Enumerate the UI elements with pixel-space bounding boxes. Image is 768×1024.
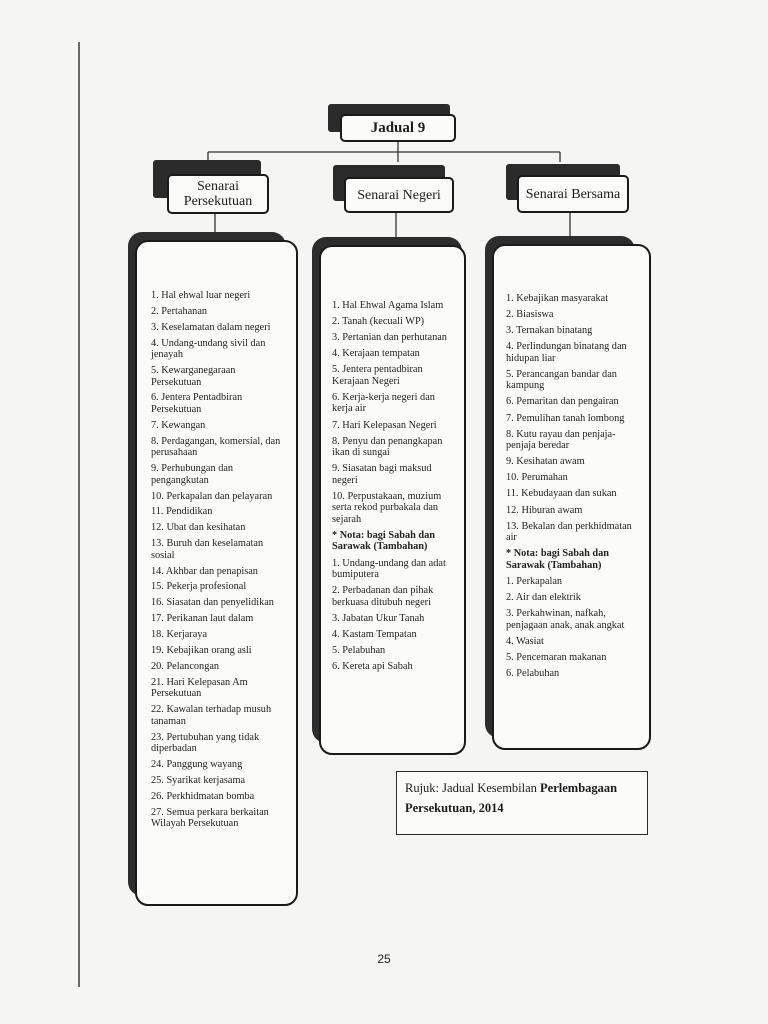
list-item: 9. Perhubungan dan pengangkutan (151, 463, 234, 486)
list-item: 12. Hiburan awam (506, 504, 583, 516)
heading-bersama-label: Senarai Bersama (525, 186, 621, 202)
list-item: 6. Kereta api Sabah (332, 661, 413, 672)
list-item: 10. Perpustakaan, muzium serta rekod purbakala dan sejarah (332, 490, 442, 525)
list-item: 1. Perkapalan (506, 575, 563, 587)
list-item: 3. Perkahwinan, nafkah, penjagaan anak, anak angkat (506, 608, 625, 631)
list-item: 16. Siasatan dan penyelidikan (151, 597, 274, 609)
list-item: 10. Perkapalan dan pelayaran (151, 490, 273, 502)
list-item: 13. Buruh dan keselamatan sosial (151, 538, 264, 561)
list-item: 27. Semua perkara berkaitan Wilayah Persekutuan (151, 806, 269, 830)
list-item: 9. Kesihatan awam (506, 456, 585, 468)
panel-bersama (492, 244, 651, 750)
reference-prefix: Rujuk: Jadual Kesembilan (405, 781, 541, 795)
heading-bersama (517, 175, 629, 213)
list-item: 3. Keselamatan dalam negeri (151, 321, 271, 333)
list-item: 1. Hal Ehwal Agama Islam (332, 300, 444, 311)
list-item: 8. Perdagangan, komersial, dan perusahaan (151, 435, 281, 459)
list-item: 5. Pelabuhan (332, 644, 386, 656)
list-item: 26. Perkhidmatan bomba (151, 790, 255, 802)
panel-negeri (319, 245, 466, 755)
list-item: 14. Akhbar dan penapisan (151, 565, 258, 577)
list-item: 5. Pencemaran makanan (506, 651, 607, 663)
list-item: 2. Air dan elektrik (506, 591, 581, 603)
list-item: 11. Pendidikan (151, 506, 213, 518)
list-item: 6. Jentera Pentadbiran Persekutuan (151, 392, 243, 415)
note-sabah-sarawak: * Nota: bagi Sabah dan Sarawak (Tambahan) (506, 548, 609, 571)
list-item: 9. Siasatan bagi maksud negeri (332, 463, 432, 486)
list-item: 18. Kerjaraya (151, 629, 208, 641)
list-item: 19. Kebajikan orang asli (151, 645, 252, 657)
list-item: 4. Kerajaan tempatan (332, 348, 420, 360)
list-item: 1. Hal ehwal luar negeri (151, 290, 251, 301)
list-item: 6. Pemaritan dan pengairan (506, 396, 619, 408)
list-item: 8. Penyu dan penangkapan ikan di sungai (332, 435, 443, 459)
list-item: 23. Pertubuhan yang tidak diperbadan (151, 731, 260, 755)
list-item: 13. Bekalan dan perkhidmatan air (506, 520, 632, 544)
list-item: 11. Kebudayaan dan sukan (506, 488, 617, 500)
list-item: 17. Perikanan laut dalam (151, 613, 254, 625)
list-item: 5. Kewarganegaraan Persekutuan (151, 365, 236, 388)
reference-box (396, 771, 648, 835)
list-item: 12. Ubat dan kesihatan (151, 522, 246, 534)
list-item: 4. Kastam Tempatan (332, 628, 417, 640)
root-box (340, 114, 456, 142)
heading-negeri (344, 177, 454, 213)
list-item: 21. Hari Kelepasan Am Persekutuan (151, 676, 248, 700)
list-item: 20. Pelancongan (151, 660, 220, 672)
list-item: 22. Kawalan terhadap musuh tanaman (151, 704, 272, 727)
list-item: 4. Undang-undang sivil dan jenayah (151, 337, 266, 361)
list-item: 3. Ternakan binatang (506, 325, 593, 337)
list-item: 2. Tanah (kecuali WP) (332, 316, 425, 328)
list-item: 5. Perancangan bandar dan kampung (506, 368, 617, 392)
list-item: 7. Kewangan (151, 419, 206, 431)
list-item: 4. Wasiat (506, 635, 544, 647)
list-item: 10. Perumahan (506, 472, 568, 484)
list-item: 24. Panggung wayang (151, 758, 243, 770)
heading-persekutuan (167, 174, 269, 214)
panel-persekutuan (135, 240, 298, 906)
list-item: 6. Pelabuhan (506, 667, 560, 679)
heading-persekutuan-label: Senarai Persekutuan (183, 179, 253, 209)
list-item: 4. Perlindungan binatang dan hidupan liar (506, 341, 627, 364)
root-label: Jadual 9 (370, 119, 426, 136)
list-item: 8. Kutu rayau dan penjaja-penjaja beredar (506, 428, 616, 452)
list-item: 7. Hari Kelepasan Negeri (332, 419, 437, 431)
list-item: 1. Undang-undang dan adat bumiputera (332, 557, 446, 581)
list-item: 25. Syarikat kerjasama (151, 774, 246, 786)
list-item: 1. Kebajikan masyarakat (506, 293, 609, 304)
list-item: 2. Pertahanan (151, 305, 208, 317)
list-item: 3. Jabatan Ukur Tanah (332, 612, 425, 624)
page-number: 25 (377, 952, 391, 966)
note-sabah-sarawak: * Nota: bagi Sabah dan Sarawak (Tambahan) (332, 529, 435, 553)
list-item: 2. Biasiswa (506, 309, 554, 321)
heading-negeri-label: Senarai Negeri (357, 187, 441, 203)
list-item: 3. Pertanian dan perhutanan (332, 332, 447, 344)
list-item: 2. Perbadanan dan pihak berkuasa ditubuh negeri (332, 585, 434, 608)
list-item: 5. Jentera pentadbiran Kerajaan Negeri (332, 364, 423, 387)
list-item: 6. Kerja-kerja negeri dan kerja air (332, 391, 435, 415)
list-item: 15. Pekerja profesional (151, 581, 247, 593)
list-item: 7. Pemulihan tanah lombong (506, 412, 625, 424)
reference-source: Perlembagaan Persekutuan, 2014 (405, 781, 618, 815)
